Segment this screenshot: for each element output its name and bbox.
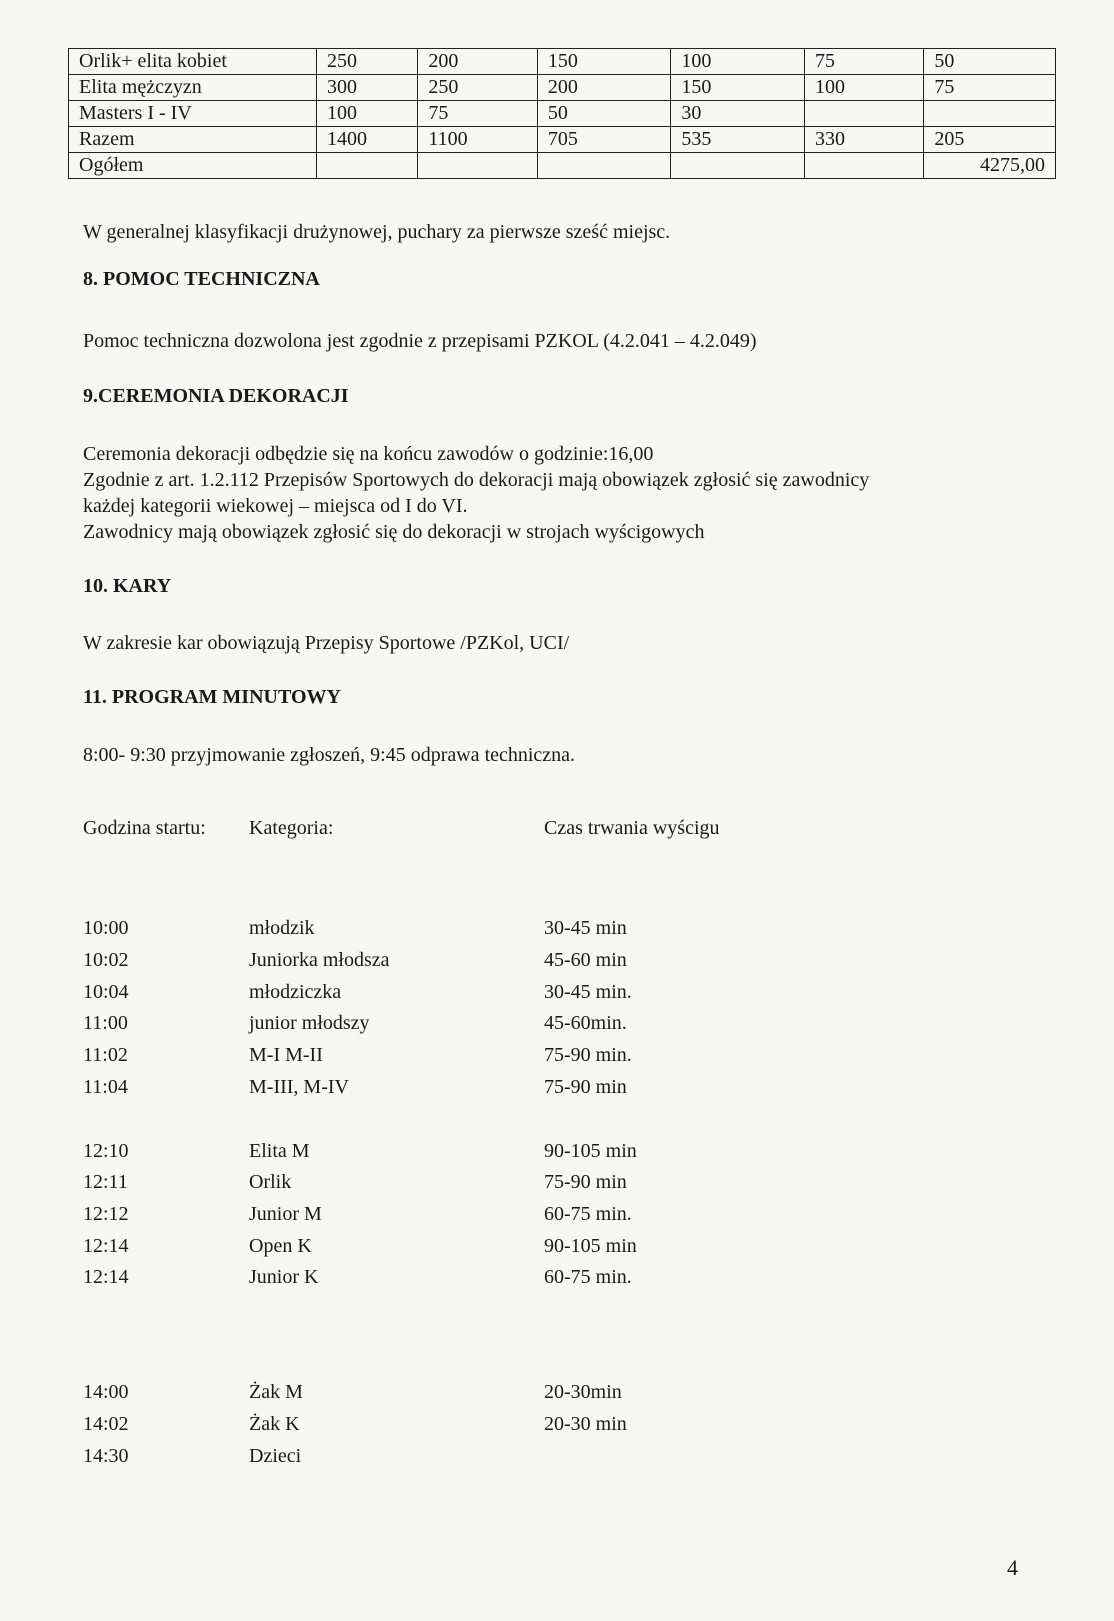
prize-cell: 300 <box>317 75 418 101</box>
schedule-duration: 45-60 min <box>544 949 627 971</box>
schedule-time: 14:00 <box>83 1381 129 1403</box>
prize-row-label: Razem <box>69 127 317 153</box>
schedule-category: Junior K <box>249 1266 319 1288</box>
prize-table-row <box>69 101 1056 127</box>
prize-cell: 250 <box>418 75 537 101</box>
schedule-duration: 60-75 min. <box>544 1203 632 1225</box>
schedule-duration: 30-45 min. <box>544 981 632 1003</box>
schedule-category: Elita M <box>249 1140 310 1162</box>
schedule-time: 10:00 <box>83 917 129 939</box>
schedule-category: Dzieci <box>249 1445 302 1467</box>
prize-table-row <box>69 127 1056 153</box>
header-start-time: Godzina startu: <box>83 817 206 839</box>
prize-cell: 75 <box>804 49 923 75</box>
section-10-text: W zakresie kar obowiązują Przepisy Sportowe /PZKol, UCI/ <box>83 632 570 654</box>
schedule-duration: 60-75 min. <box>544 1266 632 1288</box>
schedule-category: młodziczka <box>249 981 342 1003</box>
prize-cell <box>924 101 1056 127</box>
prize-cell: 100 <box>671 49 805 75</box>
prize-cell: 50 <box>924 49 1056 75</box>
schedule-category: Juniorka młodsza <box>249 949 390 971</box>
prize-cell: 4275,00 <box>924 153 1056 179</box>
prize-cell <box>537 153 671 179</box>
prize-cell: 535 <box>671 127 805 153</box>
schedule-time: 12:10 <box>83 1140 129 1162</box>
schedule-time: 10:02 <box>83 949 129 971</box>
prize-cell <box>804 101 923 127</box>
prize-cell <box>418 153 537 179</box>
prize-cell: 150 <box>671 75 805 101</box>
prize-cell: 100 <box>804 75 923 101</box>
prize-cell <box>671 153 805 179</box>
section-9-line: Zgodnie z art. 1.2.112 Przepisów Sportowych do dekoracji mają obowiązek zgłosić się zawodnicy <box>83 469 870 491</box>
schedule-time: 12:14 <box>83 1235 129 1257</box>
schedule-time: 11:04 <box>83 1076 128 1098</box>
schedule-category: Orlik <box>249 1171 292 1193</box>
schedule-time: 11:00 <box>83 1012 128 1034</box>
schedule-duration: 90-105 min <box>544 1140 637 1162</box>
section-9-line: Zawodnicy mają obowiązek zgłosić się do dekoracji w strojach wyścigowych <box>83 521 705 543</box>
schedule-duration: 30-45 min <box>544 917 627 939</box>
prize-cell <box>804 153 923 179</box>
prize-row-label: Elita mężczyzn <box>69 75 317 101</box>
prize-cell: 205 <box>924 127 1056 153</box>
prize-cell: 50 <box>537 101 671 127</box>
prize-cell: 200 <box>418 49 537 75</box>
schedule-duration: 75-90 min. <box>544 1044 632 1066</box>
schedule-duration: 20-30 min <box>544 1413 627 1435</box>
schedule-category: Open K <box>249 1235 312 1257</box>
team-classification-note: W generalnej klasyfikacji drużynowej, puchary za pierwsze sześć miejsc. <box>83 221 671 243</box>
prize-cell: 75 <box>924 75 1056 101</box>
section-8-text: Pomoc techniczna dozwolona jest zgodnie z przepisami PZKOL (4.2.041 – 4.2.049) <box>83 330 757 352</box>
prize-cell: 1100 <box>418 127 537 153</box>
prize-cell: 30 <box>671 101 805 127</box>
schedule-duration: 20-30min <box>544 1381 622 1403</box>
schedule-category: Żak K <box>249 1413 300 1435</box>
prize-cell: 705 <box>537 127 671 153</box>
schedule-time: 12:12 <box>83 1203 129 1225</box>
schedule-category: Żak M <box>249 1381 303 1403</box>
schedule-time: 12:11 <box>83 1171 128 1193</box>
schedule-category: M-III, M-IV <box>249 1076 349 1098</box>
schedule-time: 14:02 <box>83 1413 129 1435</box>
schedule-time: 14:30 <box>83 1445 129 1467</box>
prize-cell: 100 <box>317 101 418 127</box>
prize-cell: 250 <box>317 49 418 75</box>
section-11-intro: 8:00- 9:30 przyjmowanie zgłoszeń, 9:45 odprawa techniczna. <box>83 744 576 766</box>
prize-table-row <box>69 153 1056 179</box>
schedule-category: junior młodszy <box>249 1012 370 1034</box>
schedule-duration: 75-90 min <box>544 1171 627 1193</box>
section-11-heading: 11. PROGRAM MINUTOWY <box>83 686 341 708</box>
prize-cell: 330 <box>804 127 923 153</box>
schedule-time: 12:14 <box>83 1266 129 1288</box>
section-10-heading: 10. KARY <box>83 575 172 597</box>
section-9-line: Ceremonia dekoracji odbędzie się na końcu zawodów o godzinie:16,00 <box>83 443 654 465</box>
schedule-duration: 90-105 min <box>544 1235 637 1257</box>
prize-cell: 1400 <box>317 127 418 153</box>
section-8-heading: 8. POMOC TECHNICZNA <box>83 268 320 290</box>
schedule-category: Junior M <box>249 1203 322 1225</box>
schedule-category: M-I M-II <box>249 1044 323 1066</box>
prize-cell: 200 <box>537 75 671 101</box>
section-9-line: każdej kategorii wiekowej – miejsca od I do VI. <box>83 495 468 517</box>
schedule-category: młodzik <box>249 917 315 939</box>
prize-table-row <box>69 75 1056 101</box>
prize-row-label: Masters I - IV <box>69 101 317 127</box>
schedule-time: 11:02 <box>83 1044 128 1066</box>
prize-cell: 150 <box>537 49 671 75</box>
prize-row-label: Orlik+ elita kobiet <box>69 49 317 75</box>
prize-cell <box>317 153 418 179</box>
header-duration: Czas trwania wyścigu <box>544 817 720 839</box>
section-9-heading: 9.CEREMONIA DEKORACJI <box>83 385 349 407</box>
schedule-duration: 45-60min. <box>544 1012 627 1034</box>
prize-table <box>68 48 1056 179</box>
prize-cell: 75 <box>418 101 537 127</box>
prize-row-label: Ogółem <box>69 153 317 179</box>
page-number: 4 <box>1007 1555 1018 1580</box>
header-category: Kategoria: <box>249 817 334 839</box>
schedule-time: 10:04 <box>83 981 129 1003</box>
schedule-duration: 75-90 min <box>544 1076 627 1098</box>
prize-table-row <box>69 49 1056 75</box>
